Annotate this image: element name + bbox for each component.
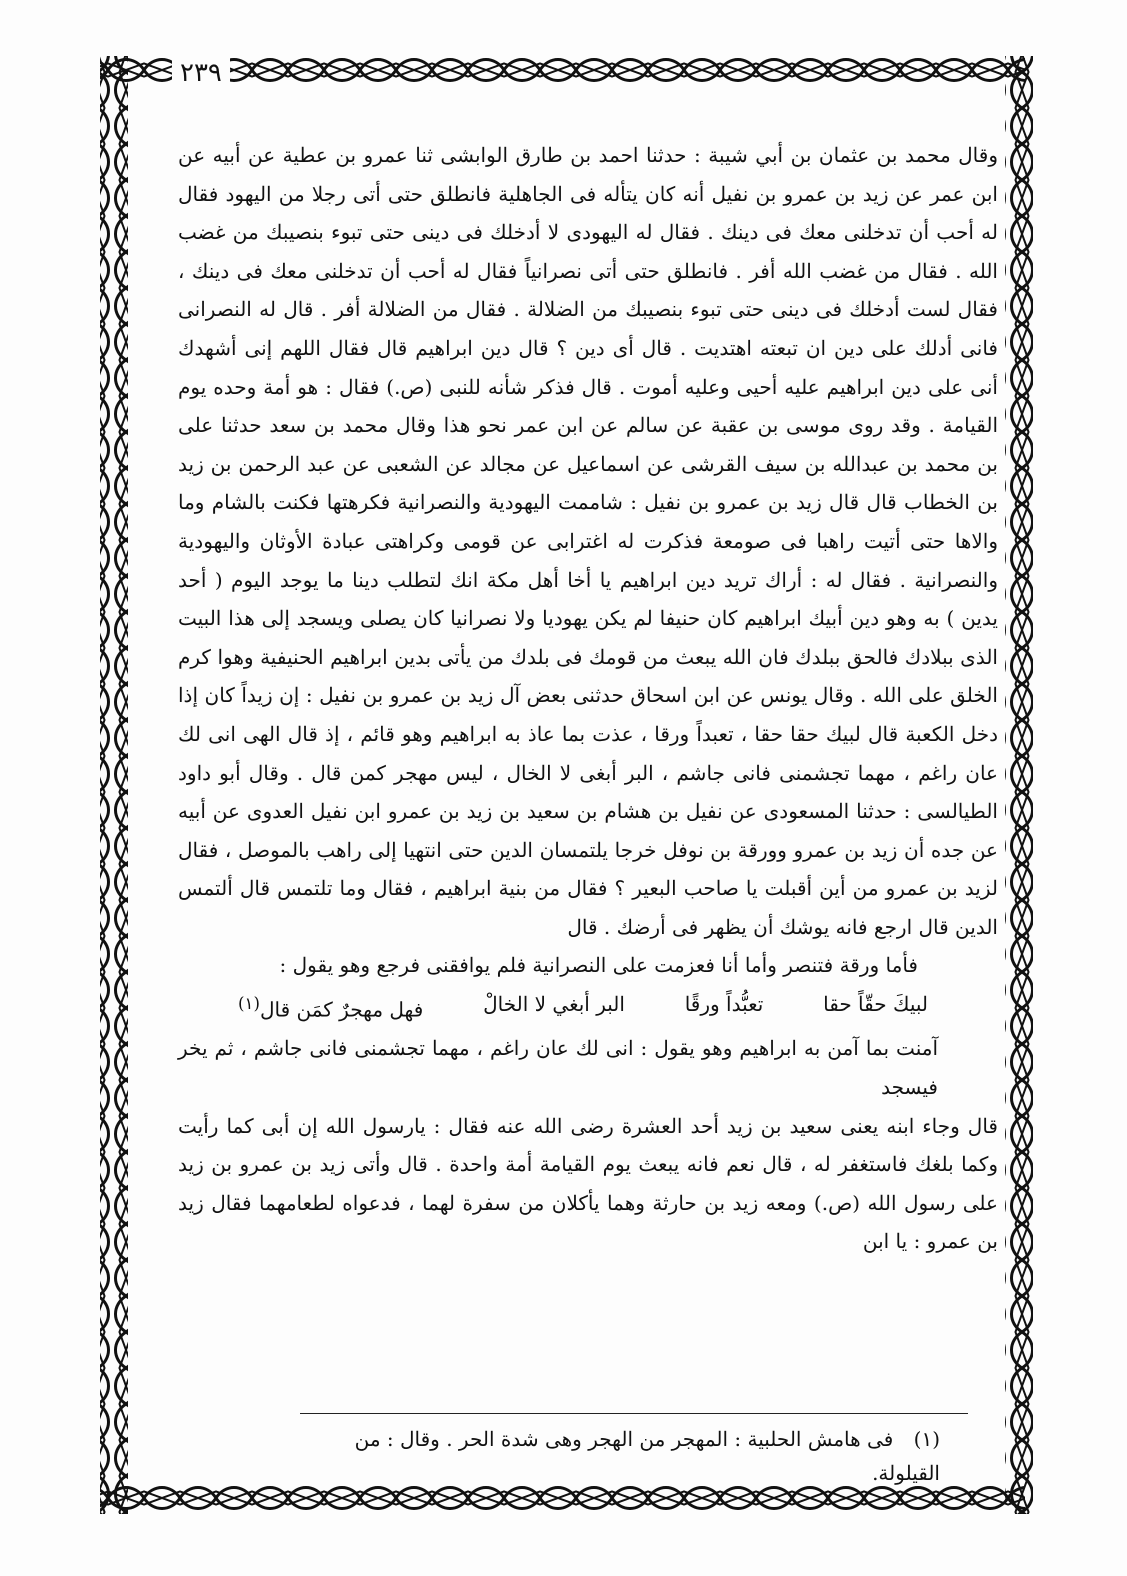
verse-part: لبيكَ حقّاً حقا (823, 992, 928, 1017)
verse-intro: فأما ورقة فتنصر وأما أنا فعزمت على النصرانية فلم يوافقنى فرجع وهو يقول : (279, 953, 918, 978)
closing-paragraph: قال وجاء ابنه يعنى سعيد بن زيد أحد العشرة رضى الله عنه فقال : يارسول الله إن أبى كما رأيت وكما بلغك فاستغفر له ، قال نعم فانه يبعث يوم القيامة أمة واحدة . قال وأتى زيد بن عمرو بن زيد على رسول الله (ص.) ومعه زيد بن حارثة وهما يأكلان من سفرة لهما ، فدعواه لطعامهما فقال زيد بن عمرو : يا ابن (178, 1113, 998, 1254)
main-text (178, 136, 998, 1261)
footnote-marker: (١) (238, 994, 260, 1014)
footnote-divider (300, 1413, 968, 1414)
footnote-number: (١) (913, 1427, 940, 1451)
verse-part: البر أبغي لا الخالْ (483, 992, 625, 1017)
main-paragraph: وقال محمد بن عثمان بن أبي شيبة : حدثنا احمد بن طارق الوابشى ثنا عمرو بن عطية عن أبيه عن ابن عمر عن زيد بن عمرو بن نفيل أنه كان يتأله فى الجاهلية فانطلق حتى أتى رجلا من اليهود فقال له أحب أن تدخلنى معك فى دينك . فقال له اليهودى لا أدخلك فى دينى حتى تبوء بنصيبك من غضب الله . فقال من غضب الله أفر . فانطلق حتى أتى نصرانياً فقال له أحب أن تدخلنى معك فى دينك ، فقال لست أدخلك فى دينى حتى تبوء بنصيبك من الضلالة . فقال من الضلالة أفر . قال له النصرانى فانى أدلك على دين ان تبعته اهتديت . قال أى دين ؟ قال دين ابراهيم قال فقال اللهم إنى أشهدك أنى على دين ابراهيم عليه أحيى وعليه أموت . قال فذكر شأنه للنبى (ص.) فقال : هو أمة وحده يوم القيامة . وقد روى موسى بن عقبة عن سالم عن ابن عمر نحو هذا وقال محمد بن سعد حدثنا على بن محمد بن عبدالله بن سيف القرشى عن اسماعيل عن مجالد عن الشعبى عن عبد الرحمن بن زيد بن الخطاب قال قال زيد بن عمرو بن نفيل : شاممت اليهودية والنصرانية فكرهتها فكنت بالشام وما والاها حتى أتيت راهبا فى صومعة فذكرت له اغترابى عن قومى وكراهتى عبادة الأوثان واليهودية والنصرانية . فقال له : أراك تريد دين ابراهيم يا أخا أهل مكة انك لتطلب دينا ما يوجد اليوم ( أحد يدين ) به وهو دين أبيك ابراهيم كان حنيفا لم يكن يهوديا ولا نصرانيا كان يصلى ويسجد إلى هذا البيت الذى ببلادك فالحق ببلدك فان الله يبعث من قومك فى بلدك من يأتى بدين ابراهيم الحنيفية وهوا كرم الخلق على الله . وقال يونس عن ابن اسحاق حدثنى بعض آل زيد بن عمرو بن نفيل : إن زيداً كان إذا دخل الكعبة قال لبيك حقا حقا ، تعبداً ورقا ، عذت بما عاذ به ابراهيم وهو قائم ، إذ قال الهى انى لك عان راغم ، مهما تجشمنى فانى جاشم ، البر أبغى لا الخال ، ليس مهجر كمن قال . وقال أبو داود الطيالسى : حدثنا المسعودى عن نفيل بن هشام بن سعيد بن زيد بن عمرو ابن نفيل العدوى عن أبيه عن جده أن زيد بن عمرو وورقة بن نوفل خرجا يلتمسان الدين حتى انتهيا إلى راهب بالموصل ، فقال لزيد بن عمرو من أين أقبلت يا صاحب البعير ؟ فقال من بنية ابراهيم ، فقال وما تلتمس قال ألتمس الدين قال ارجع فانه يوشك أن يظهر فى أرضك . قال (178, 143, 998, 939)
footnote-text: فى هامش الحلبية : المهجر من الهجر وهى شدة الحر . وقال : من القيلولة. (354, 1427, 940, 1485)
verse-part-with-note (238, 985, 423, 1029)
verse-part: تعبُّداً ورقًا (684, 992, 764, 1017)
verse-part: فهل مهجرٌ كمَن قال (259, 997, 424, 1022)
page-number: ٢٣٩ (172, 58, 230, 88)
footnote (300, 1422, 940, 1490)
poetry-verse (178, 985, 998, 1029)
after-verse-paragraph: آمنت بما آمن به ابراهيم وهو يقول : انى لك عان راغم ، مهما تجشمنى فانى جاشم ، ثم يخر فيسجد (178, 1036, 939, 1099)
